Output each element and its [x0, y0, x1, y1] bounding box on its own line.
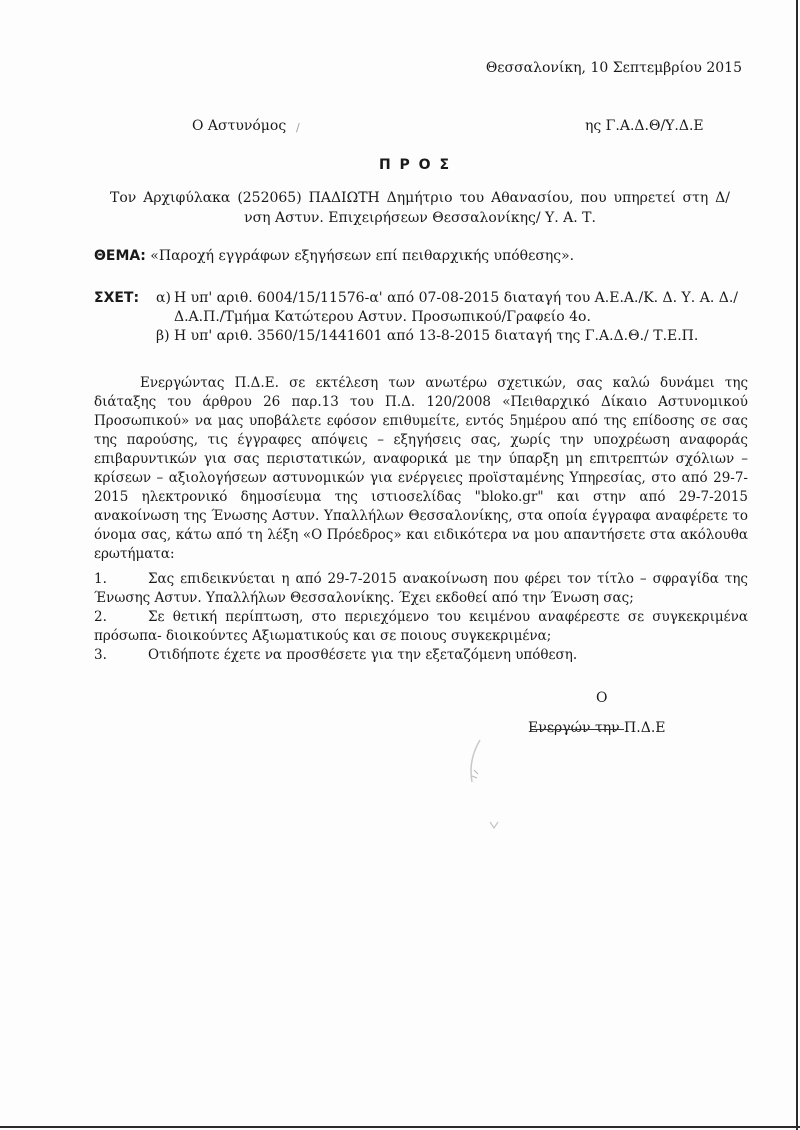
sender-title: Ο Αστυνόμος [192, 118, 287, 134]
body-paragraph [94, 374, 748, 564]
references-block [94, 289, 754, 365]
recipient-block: Τον Αρχιφύλακα (252065) ΠΑΔΙΩΤΗ Δημήτριο του Αθανασίου, που υπηρετεί στη Δ/νση Αστυν. Επιχειρήσεων Θεσσαλονίκης/ Υ. Α. Τ. [110, 190, 730, 226]
faint-stamp-icon [460, 730, 540, 850]
document-date: Θεσσαλονίκη, 10 Σεπτεμβρίου 2015 [485, 60, 742, 76]
references-label: ΣΧΕΤ: [94, 290, 140, 306]
sender-department: ης Γ.Α.Δ.Θ/Υ.Δ.Ε [585, 118, 704, 134]
subject-text: «Παροχή εγγράφων εξηγήσεων επί πειθαρχικής υπόθεσης». [150, 248, 575, 264]
reference-item [94, 327, 754, 365]
reference-item [94, 289, 754, 327]
question-item [94, 646, 748, 665]
signature-title: Ενεργών την Π.Δ.Ε [528, 720, 666, 736]
question-text: Οτιδήποτε έχετε να προσθέσετε για την εξεταζόμενη υπόθεση. [148, 647, 578, 663]
subject-line [94, 248, 734, 264]
reference-text: Η υπ' αριθ. 6004/15/11576-α' από 07-08-2015 διαταγή του Α.Ε.Α./Κ. Δ. Υ. Α. Δ./Δ.Α.Π./Τμήμα Κατώτερου Αστυν. Προσωπικού/Γραφείο 4ο. [174, 290, 738, 325]
reference-letter: α) [156, 290, 171, 306]
question-text: Σε θετική περίπτωση, στο περιεχόμενο του κειμένου αναφέρεστε σε συγκεκριμένα πρόσωπα- διοικούντες Αξιωματικούς και σε ποιους συγκεκριμένα; [94, 609, 748, 644]
questions-list [94, 570, 748, 665]
question-text: Σας επιδεικνύεται η από 29-7-2015 ανακοίνωση που φέρει τον τίτλο – σφραγίδα της Ένωσης Αστυν. Υπαλλήλων Θεσσαλονίκης. Έχει εκδοθεί από την Ένωση σας; [94, 571, 748, 606]
question-number: 3. [94, 647, 107, 663]
body-paragraph-text: Ενεργώντας Π.Δ.Ε. σε εκτέλεση των ανωτέρω σχετικών, σας καλώ δυνάμει της διάταξης του άρθρου 26 παρ.13 του Π.Δ. 120/2008 «Πειθαρχικό Δίκαιο Αστυνομικού Προσωπικού» να μας υποβάλετε εφόσον επιθυμείτε, εντός 5ημέρου από της επίδοσης σε σας της παρούσης, τις έγγραφες απόψεις – εξηγήσεις σας, χωρίς την υποχρέωση αναφοράς επιβαρυντικών για σας περιστατικών, αναφορικά με την ύπαρξη μη επιτρεπτών σχόλιων – κρίσεων – αξιολογήσεων αστυνομικών για ενέργειες προϊσταμένης Υπηρεσίας, στο από 29-7-2015 ηλεκτρονικό δημοσίευμα της ιστιοσελίδας "bloko.gr" και στην από 29-7-2015 ανακοίνωση της Ένωσης Αστυν. Υπαλλήλων Θεσσαλονίκης, στα οποία έγγραφα αναφέρετε το όνομα σας, κάτω από τη λέξη «Ο Πρόεδρος» και ειδικότερα να μου απαντήσετε στα ακόλουθα ερωτήματα: [94, 375, 748, 562]
question-number: 1. [94, 571, 107, 587]
question-item [94, 608, 748, 646]
reference-letter: β) [156, 328, 170, 344]
signature-stroke [530, 729, 624, 730]
to-heading: Π Ρ Ο Σ [378, 157, 452, 173]
redaction-mark: / [296, 121, 300, 134]
question-item [94, 570, 748, 608]
subject-label: ΘΕΜΑ: [94, 248, 146, 264]
question-number: 2. [94, 609, 107, 625]
scan-edge-bottom [0, 1126, 800, 1128]
signature-article: Ο [596, 690, 608, 706]
scan-edge-right [796, 0, 798, 1130]
reference-text: Η υπ' αριθ. 3560/15/1441601 από 13-8-2015 διαταγή της Γ.Α.Δ.Θ./ Τ.Ε.Π. [174, 328, 699, 344]
